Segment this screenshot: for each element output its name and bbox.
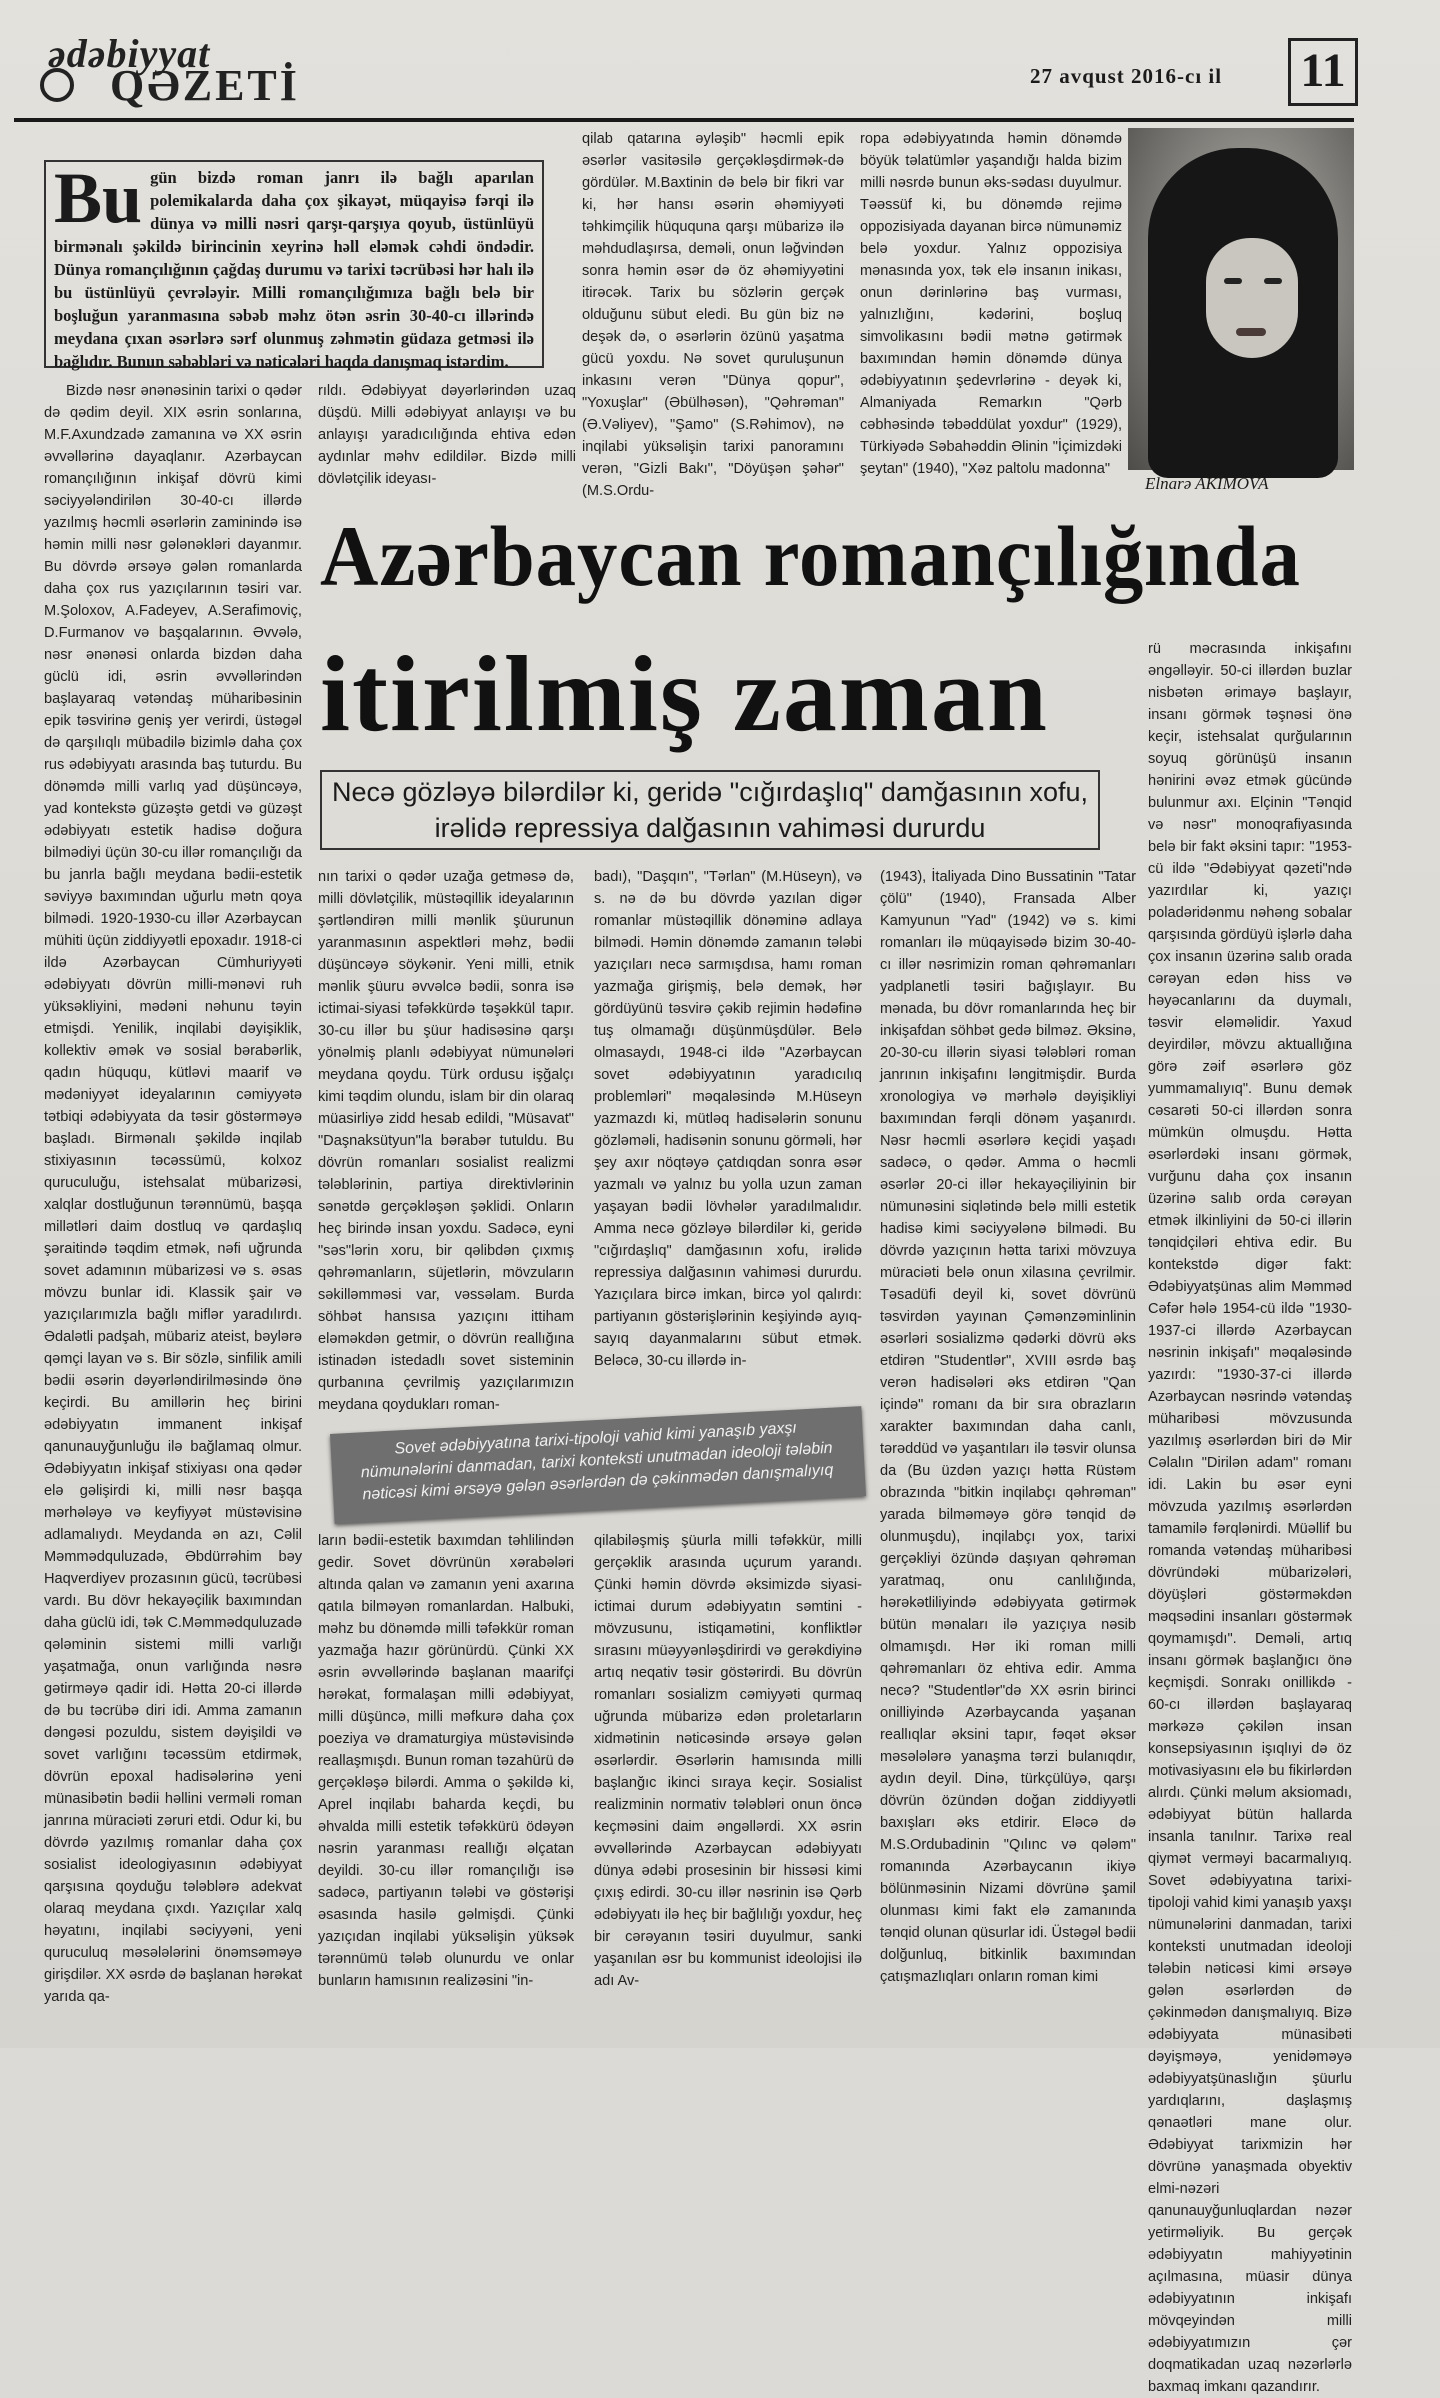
pull-quote-banner [330, 1406, 866, 1524]
column-mid1: nın tarixi o qədər uzağa getməsə də, milli dövlətçilik, müstəqillik ideyalarının şərtləndirən milli mənlik şüurunun yaranmasının aspektləri məhz, bədii düşüncəyə söykənir. Yeni milli, etnik mənlik şüuru əvvəlcə bədii, sonra isə ictimai-siyasi təfəkkürdə təşəkkül tapır. 30-cu illər bu şüur hadisəsinə qarşı yönəlmiş planlı ədəbiyyat nümunələri meydana qoydu. Türk ordusu işğalçı kimi təqdim olundu, islam bir din olaraq müasirliyə zidd hesab edildi, "Müsavat" "Daşnaksütyun"la bərabər tutuldu. Bu dövrün romanları sosialist realizmi tələblərinin, partiya direktivlərinin sənətdə gerçəkləşən şəklidi. Onların heç birində insan yoxdu. Sadəcə, eyni "səs"lərin xoru, bir qəlibdən çıxmış qəhrəmanların, süjetlərin, mövzuların səkilləmməsi var, vəssəlam. Burda söhbət hansısa yazıçını ittiham eləməkdən getmir, o dövrün reallığına istinadən istedadlı sovet sisteminin qurbanına çevrilmiş yazıçılarımızın meydana qoydukları roman- [318, 869, 574, 1413]
logo-line2: QƏZETİ [110, 61, 300, 110]
lead-paragraph [44, 158, 544, 371]
lead-text: gün bizdə roman janrı ilə bağlı aparılan polemikalarda daha çox şikayət, müqayisə fərqi ilə dünya və milli nəsri qarşı-qarşıya qoyub, üstünlüyü birmənalı şəkildə birincinin xeyrinə həll eləmək cəhdi öndədir. Dünya romançılığının çağdaş durumu və tarixi təcrübəsi hər halı ilə bu üstünlüyü çevrələyir. Milli romançılığımıza bağlı belə bir boşluğun yaranmasına səbəb məhz ötən əsrin 30-40-cı illərində meydana çıxan əsərlərə sərf olunmuş zəhmətin güdaza getməsi ilə bağlıdır. Bunun səbəbləri və nəticələri haqda danışmaq istərdim. [54, 168, 534, 371]
logo-line1: ədəbiyyat [48, 31, 211, 76]
column-mid1-bottom: ların bədii-estetik baxımdan təhlilindən gedir. Sovet dövrünün xərabələri altında qalan və zamanın yeni axarına qatıla bilməyən romanlardan. Halbuki, məhz bu dönəmdə milli təfəkkür roman yazmağa hazır görünürdü. Çünki XX əsrin əvvəllərində başlanan maarifçi hərəkat, formalaşan milli ədəbiyyat, milli düşüncə, milli məfkurə daha çox poeziya və dramaturgiya müstəvisində reallaşmışdı. Bunun roman təzahürü də gerçəkləşə bilərdi. Amma o şəkildə ki, Aprel inqilabı baharda keçdi, bu əhvalda milli estetik təfəkkürü ödəyən nəsrin yaranması reallığı əlçatan deyildi. 30-cu illər romançılığı isə sadəcə, partiyanın tələbi və göstərişi əsasında hasilə gəlmişdi. Çünki yazıçıdan inqilabi yüksəlişin yüksək tərənnümü tələb olunurdu ve onlar bunların hamısının realizəsini "in- [318, 1533, 574, 1989]
column-mid2-bottom: qilabiləşmiş şüurla milli təfəkkür, milli gerçəklik arasında uçurum yarandı. Çünki həmin dövrdə əksimizdə siyasi-ictimai durum ədəbiyyatın səmtini - mövzusunu, istiqamətini, konfliktlər sırasını müəyyənləşdirirdi və gerəkdiyinə artıq neqativ təsir göstərirdi. Bu dövrün romanları sosializm cəmiyyəti qurmaq uğrunda mübarizə edən proletarların xidmətinin nəticəsində ərsəyə gələn əsərlərdir. Əsərlərin hamısında milli başlanğıc ikinci sıraya keçir. Sosialist realizminin normativ tələbləri onun öncə keçməsini daim əngəllərdi. XX əsrin əvvəllərində Azərbaycan ədəbiyyatı dünya ədəbi prosesinin bir hissəsi kimi çıxış edirdi. 30-cu illər nəsrinin isə Qərb ədəbiyyatı ilə heç bir bağlılığı yoxdur, heç bir cərəyanın təsiri duyulmur, sanki yaşanılan əsr bu kommunist ideolojisi ilə adı Av- [594, 1533, 862, 1989]
drop-cap: Bu [54, 158, 143, 238]
column-mid3: (1943), İtaliyada Dino Bussatinin "Tatar çölü" (1940), Fransada Alber Kamyunun "Yad" (1942) və s. kimi romanları ilə müqayisədə bizim 30-40-cı illər nəsrimizin roman qəhrəmanları yadplanetli təsiri bağışlayır. Bu mənada, bu dövr romanlarında heç bir inkişafdan söhbət gedə bilməz. Əksinə, 20-30-cu illərin siyasi tələbləri roman janrının inkişafını ləngitmişdir. Burda xronologiya və mərhələ dəyişikliyi baxımından fərqli dönəm yaşanırdı. Nəsr həcmli əsərlərə keçidi yaşadı sadəcə, o qədər. Amma o həcmli əsərlər 20-ci illər hekayəçiliyinin bir nümunəsini siqlətində belə milli estetik hadisə kimi səciyyələnə bilmədi. Bu dövrdə yazıçının hətta tarixi mövzuya müraciəti belə onun xilasına çevrilmir. Təsadüfi deyil ki, sovet dövrünü təsvirdən yayınan Çəmənzəminlinin əsərləri sosializmə qədərki dövrü əks etdirən "Studentlər", XVIII əsrdə baş verən hadisələri əks etdirən "Qan içində" romanı da bir sıra obrazların xarakter baxımından daha canlı, tərəddüd və yaşantıları ilə təsvir olunsa da (Bu üzdən yazıçı hətta Rüstəm obrazında "bitkin inqilabçı qəhrəman" yarada bilməməyə görə tənqid də olunmuşdu), inqilabçı yox, tarixi gerçəkliyi özündə daşıyan qəhrəman yaratmaq, onu canlılığında, hərəkətliliyində ədəbiyyata gətirmək bütün mənaları ilə yazıçıya nəsib olmamışdı. Hər iki roman milli qəhrəmanları öz ehtiva edir. Amma necə? "Studentlər"də XX əsrin birinci onilliyində Azərbaycanda yaşanan reallıqlar əksini tapır, fəqət əksər məsələlərə yanaşma tərzi bulanıqdır, aydın deyil. Dinə, türkçülüyə, qarşı dövrün özündən doğan ziddiyyətli baxışları əks etdirir. Eləcə də M.S.Ordubadinin "Qılınc və qələm" romanında Azərbaycanın ikiyə bölünməsinin Nizami dövrünə şamil olunması kimi fakt elə zamanında tənqid olunan qüsurlar idi. Üstəgəl bədii dolğunluq, bitkinlik baxımından çatışmazlıqları onların roman kimi [880, 869, 1136, 1985]
subheadline: Necə gözləyə bilərdilər ki, geridə "cığırdaşlıq" damğasının xofu, irəlidə repressiya dalğasının vahiməsi dururdu [320, 770, 1100, 850]
author-photo [1128, 128, 1354, 470]
issue-date: 27 avqust 2016-cı il [1030, 64, 1223, 88]
column-mid2: badı), "Daşqın", "Tərlan" (M.Hüseyn), və s. nə də bu dövrdə yazılan digər romanlar müstəqillik dönəminə adlaya bilmədi. Həmin dönəmdə zamanın tələbi yazıçıları necə sarmışdısa, hamı roman yazmağa girişmiş, belə demək, hər gördüyünü təsvirə çəkib rejimin hədəfinə tuş olmamağı düşünmüşdülər. Belə olmasaydı, 1948-ci ildə "Azərbaycan sovet ədəbiyyatının yaradıcılıq problemləri" məqaləsində M.Hüseyn yazmazdı ki, mütləq hadisələrin sonunu gözləməli, hadisənin sonunu görməli, hər şey axır nöqtəyə çatdıqdan sonra əsər yazmalı və yalnız bu yolla uzun zaman yaşayan bədii lövhələr yaradılmalıdır. Amma necə gözləyə bilərdilər ki, geridə "cığırdaşlıq" damğasının xofu, irəlidə repressiya dalğasının vahiməsi dururdu. Yazıçılara bircə imkan, bircə yol qalırdı: partiyanın göstərişlərinin keşiyində ayıq-sayıq dayanmalarını sübut etmək. Beləcə, 30-cu illərdə in- [594, 869, 862, 1369]
headline-line1: Azərbaycan romançılığında [320, 508, 1301, 604]
headline-line2: itirilmiş zaman [320, 635, 1049, 754]
column-top-middle: qilab qatarına əyləşib" həcmli epik əsərlər vasitəsilə gerçəkləşdirmək-də gördülər. M.Baxtinin də belə bir fikri var ki, hər hansı əsərin əhəmiyyəti təhkimçilik hüququna qarşı mübarizə ilə məhdudlaşırsa, deməli, onun ləğvindən sonra həmin əsər də öz əhəmiyyətini itirəcək. Tarix bu sözlərin gerçək olduğunu sübut eledi. Bu gün biz nə deşək də, o əsərlərin özünü yaşatma gücü yoxdu. Nə sovet quruluşunun inkasını verən "Dünya qopur", "Yoxuşlar" (Əbülhəsən), "Qəhrəman" (Ə.Vəliyev), "Şamo" (S.Rəhimov), nə inqilabi yüksəlişin tarixi panoramını verən, "Gizli Bakı", "Döyüşən şəhər" (M.S.Ordu- [582, 131, 844, 499]
column-mid-top: rıldı. Ədəbiyyat dəyərlərindən uzaq düşdü. Milli ədəbiyyat anlayışı və bu anlayışı yaradıcılığında ehtiva edən aydınlar məhv edildilər. Bizdə milli dövlətçilik ideyası- [318, 383, 576, 487]
page-number: 11 [1288, 38, 1358, 106]
column-right: rü məcrasında inkişafını əngəlləyir. 50-ci illərdən buzlar nisbətən ərimayə başlayır, insanı görmək təşnəsi önə keçir, istehsalat qurğularının soyuq görünüşü insanın hənirini əvəz etmək gücündə bulunmur axı. Elçinin "Tənqid və nəsr" monoqrafiyasında belə bir fakt əksini tapır: "1953-cü ildə "Ədəbiyyat qəzeti"ndə yazırdılar ki, yazıçı poladəridənmu nəhəng sobalar qarşısında gördüyü işlərlə daha çox insanın üzərinə salıb orada cərəyan edən hiss və həyəcanlarını da duymalı, təsvir eləməlidir. Yaxud deyirdilər, mövzu aktuallığına görə zəif əsərlərə göz yummamalıyıq". Bunu demək cəsarəti 50-ci illərdən sonra mümkün olmuşdu. Hətta əsərlərdəki insanı görmək, vurğunu daha çox insanın üzərinə salıb orda cərəyan etmək ilkinliyini də 50-ci illərin tənqidçiləri ehtiva edir. Bu kontekstdə digər fakt: Ədəbiyyatşünas alim Məmməd Cəfər hələ 1954-cü ildə "1930-1937-ci illərdə Azərbaycan nəsrinin inkişafı" məqaləsində yazırdı: "1930-37-ci illərdə Azərbaycan nəsrində vətəndaş müharibəsi mövzusunda yazılmış əsərlərdən biri də Mir Cəlalın "Dirilən adam" romanı idi. Lakin bu əsər eyni mövzuda yazılmış əsərlərdən tamamilə fərqlənirdi. Müəllif bu romanda vətəndaş müharibəsi dövründəki mübarizələri, döyüşləri göstərməkdən məqsədini insanları göstərmək qoymamışdı". Deməli, artıq insanı görmək başlanğıcı önə keçmişdi. Sonrakı onillikdə - 60-cı illərdən başlayaraq mərkəzə çəkilən insan konsepsiyasının işıqlıyi də öz motivasiyasını elə bu fikirlərdən alırdı. Çünki məlum aksiomadı, ədəbiyyat bütün hallarda insanla tanılnır. Tarixə real qiymət verməyi bacarmalıyıq. Sovet ədəbiyyatına tarixi-tipoloji vahid kimi yanaşıb yaxşı nümunələrini danmadan, tarixi konteksti unutmadan ideoloji tələbin nəticəsi kimi ərsəyə gələn əsərlərdən də çəkinmədən danışmalıyıq. Bizə ədəbiyyata münasibəti dəyişməyə, yenidəməyə ədəbiyyatşünaslığın şüurlu yardıqlarını, daşlaşmış qənaətləri mane olur. Ədəbiyyat tarixmizin hər dövrünə yanaşmada obyektiv elmi-nəzəri qanunauyğunluqlardan nəzər yetirməliyik. Bu gerçək ədəbiyyatın mahiyyətinin açılmasına, müasir dünya ədəbiyyatının inkişafı mövqeyindən milli ədəbiyyatımızın çər doqmatikadan uzaq nəzərlərlə baxmaq imkanı qazandırır. [1148, 641, 1352, 2395]
column-top-right: ropa ədəbiyyatında həmin dönəmdə böyük təlatümlər yaşandığı halda bizim milli nəsrdə bunun əks-sədası duyulmur. Təəssüf ki, bu dönəmdə rejimə oppozisiyada dayanan bircə nümunəmiz belə yoxdur. Yalnız oppozisiya mənasında yox, tək elə insanın inikası, onun dərinlərinə baş vurması, yalnızlığını, kədərini, boşluq simvolikasını bədii mətnə gətirmək baxımından həmin dönəmdə dünya ədəbiyyatının şedevrlərinə - deyək ki, Almaniyada Remarkın "Qərb cəbhəsində təbəddülat yoxdur" (1929), Türkiyədə Səbahəddin Əlinin "İçimizdəki şeytan" (1940), "Xəz paltolu madonna" [860, 131, 1122, 477]
masthead-logo [40, 28, 300, 110]
header-rule [14, 118, 1354, 122]
author-name: Elnarə AKİMOVA [1145, 474, 1269, 493]
pull-quote-text: Sovet ədəbiyyatına tarixi-tipoloji vahid kimi yanaşıb yaxşı nümunələrini danmadan, tarixi konteksti unutmadan ideoloji tələbin nəticəsi kimi ərsəyə gələn əsərlərdən də çəkinmədən danışmalıyıq [360, 1419, 834, 1504]
column-left: Bizdə nəsr ənənəsinin tarixi o qədər də qədim deyil. XIX əsrin sonlarına, M.F.Axundzadə zamanına və XX əsrin əvvəllərinə dayaqlanır. Azərbaycan romançılığının inkişaf dövrü kimi səciyyələndirilən 30-40-cı illərdə yazılmış həcmli əsərlərin zaminində isə həmin milli nəsr gələnəkləri dayanmır. Bu dövrdə ərsəyə gələn romanlarda daha çox rus yazıçılarının təsiri var. M.Şoloxov, A.Fadeyev, A.Serafimoviç, D.Furmanov və başqalarının. Əvvələ, nəsr ənənəsi onlarda bizdən daha güclü idi, əsrin əvvəllərindən başlayaraq vətəndaş müharibəsinin epik təsvirinə geniş yer verirdi, üstəgəl də qarşılıqlı mübadilə bizimlə daha çox rus ədəbiyyatı arasında baş tuturdu. Bu dönəmdə milli varlıq yad düşüncəyə, yad kontekstə güzəştə getdi və güzəşt ədəbiyyatı estetik hadisə doğura bilmədiyi üçün 30-cu illər romançılığı da bu janrla bağlı meydana bədii-estetik səviyyə baxımından uğurlu mətn qoya bilmədi. 1920-1930-cu illər Azərbaycan mühiti üçün ziddiyyətli epoxadır. 1918-ci ildə Azərbaycan Cümhuriyyəti ədəbiyyatı dövrün milli-mənəvi ruh yüksəkliyini, mədəni nəhunu təyin etmişdi. Yenilik, inqilabi dəyişiklik, kollektiv əmək və sosial bərabərlik, qadın hüququ, kütləvi maarif və mədəniyyət ideyalarının cəmiyyətə tətbiqi ədəbiyyata da təsir göstərməyə başladı. Birmənalı şəkildə inqilab stixiyasının təcəssümü, kolxoz quruculuğu, istehsalat mübarizəsi, xalqlar dostluğunun tərənnümü, başqa millətləri daim dostluq və qardaşlıq şəraitində təqdim etmək, nəfi uğrunda sovet adamının mübarizəsi və s. əsas mövzu bunlar idi. Klassik şair və yazıçılarımızla bağlı miflər yaradılırdı. Ədalətli padşah, mübariz ateist, bəylərə qəmçi layan və s. Bir sözlə, sinfilik amili bədii əsərin dəyərləndirilməsində önə keçirdi. Bu amillərin heç birini ədəbiyyatın immanent inkişaf qanunauyğunluğu ilə bağlamaq olmur. Ədəbiyyatın inkişaf stixiyası ona qədər elə gəlişirdi ki, milli nəsr başqa mərhələyə və keyfiyyət müstəvisinə adlamalıydı. Meydanda ən azı, Cəlil Məmmədquluzadə, Əbdürrəhim bəy Haqverdiyev prozasının gücü, təcrübəsi vardı. Bu dövr hekayəçilik baxımından daha güclü idi, tək C.Məmmədquluzadə qələminin sistemi milli varlığı yaşatmağa, onun varlığında nəsrə gətirməyə qadir idi. Hətta 20-ci illərdə də bu təcrübə diri idi. Amma zamanın dəngəsi pozuldu, sistem dəyişildi və sovet varlığını təcəssüm etdirmək, dövrün epoxal hadisələrinə yeni münasibətin bədii həllini verməli roman janrına müraciəti zəruri etdi. Odur ki, bu dövrdə yazılmış romanlar daha çox sosialist ideologiyasının ədəbiyyat qarşısına qoyduğu tələblərə adekvat olaraq meydana çıxdı. Yazıçılar xalq həyatını, inqilabi səciyyəni, yeni quruculuq məsələlərini önəmsəməyə girişdilər. XX əsrdə də başlanan hərəkat yarıda qa- [44, 383, 302, 2005]
